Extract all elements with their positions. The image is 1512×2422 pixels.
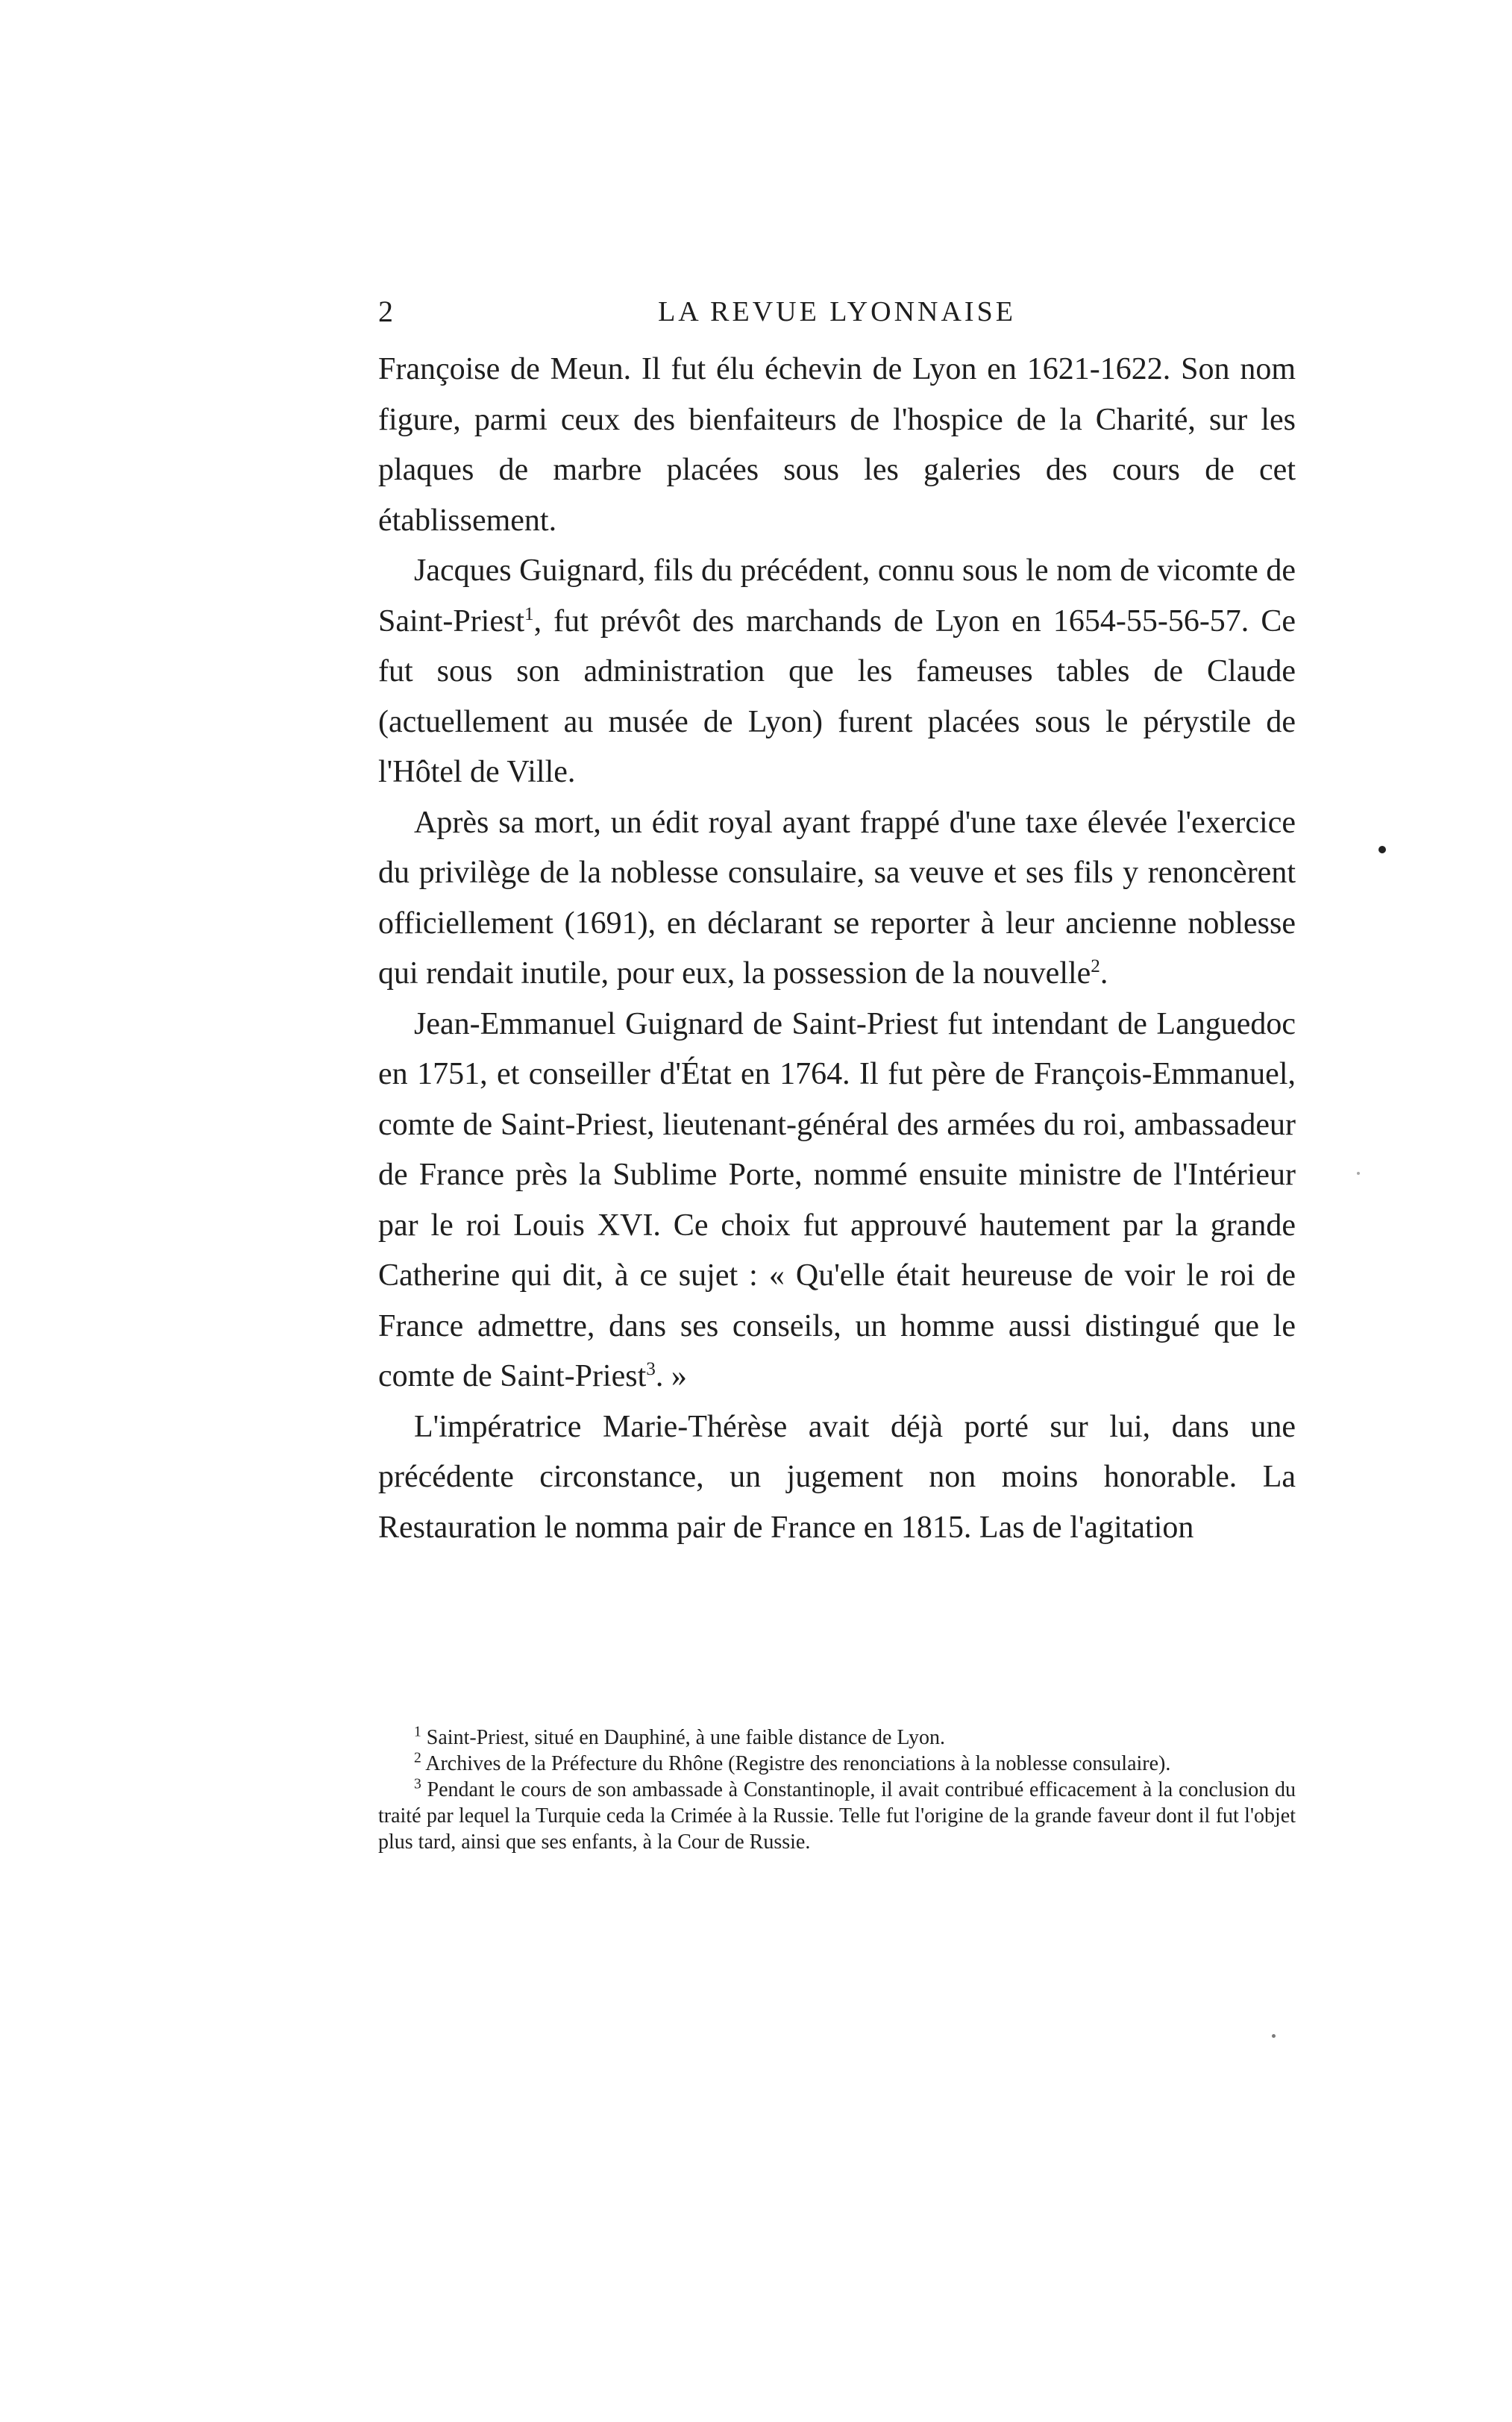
footnote-text: Pendant le cours de son ambassade à Constantinople, il avait contribué efficacement à la conclusion du traité par lequel la Turquie ceda la Crimée à la Russie. Telle fut l'origine de la grande faveur dont il fut l'objet plus tard, ainsi que ses enfants, à la Cour de Russie.: [378, 1778, 1296, 1854]
ink-speck: [1378, 846, 1386, 853]
paragraph-3: [378, 798, 1296, 1000]
journal-title: LA REVUE LYONNAISE: [658, 296, 1016, 327]
body-text: [378, 345, 1296, 1553]
paragraph-4-text-b: . »: [655, 1359, 687, 1393]
footnote-text: Archives de la Préfecture du Rhône (Registre des renonciations à la noblesse consulaire).: [425, 1752, 1171, 1775]
page-number: 2: [378, 295, 393, 328]
footnotes: [378, 1725, 1296, 1855]
footnote-number: 3: [414, 1776, 421, 1792]
paragraph-1: Françoise de Meun. Il fut élu échevin de Lyon en 1621-1622. Son nom figure, parmi ceux des bienfaiteurs de l'hospice de la Charité, sur les plaques de marbre placées sous les galeries des cours de cet établissement.: [378, 352, 1296, 538]
paragraph-2-text-b: , fut prévôt des marchands de Lyon en 1654-55-56-57. Ce fut sous son administration que les fameuses tables de Claude (actuellement au musée de Lyon) furent placées sous le pérystile de l'Hôtel de Ville.: [378, 603, 1296, 789]
footnote-1: [378, 1725, 1296, 1751]
footnote-3: [378, 1777, 1296, 1855]
footnote-2: [378, 1751, 1296, 1777]
footnote-ref-3[interactable]: 3: [646, 1359, 656, 1379]
ink-speck: [1272, 2034, 1276, 2038]
footnote-text: Saint-Priest, situé en Dauphiné, à une faible distance de Lyon.: [426, 1726, 945, 1749]
footnote-ref-1[interactable]: 1: [524, 603, 534, 624]
paragraph-3-text-b: .: [1100, 956, 1108, 991]
paragraph-2-text-a: Jacques Guignard, fils du précédent, connu sous le nom de vicomte de Saint-Priest: [378, 553, 1296, 639]
paragraph-2: [378, 546, 1296, 798]
paragraph-3-text-a: Après sa mort, un édit royal ayant frappé d'une taxe élevée l'exercice du privilège de la noblesse consulaire, sa veuve et ses fils y renoncèrent officiellement (1691), en déclarant se reporter à leur ancienne noblesse qui rendait inutile, pour eux, la possession de la nouvelle: [378, 805, 1296, 991]
paragraph-4-text-a: Jean-Emmanuel Guignard de Saint-Priest fut intendant de Languedoc en 1751, et conseiller d'État en 1764. Il fut père de François-Emmanuel, comte de Saint-Priest, lieutenant-général des armées du roi, ambassadeur de France près la Sublime Porte, nommé ensuite ministre de l'Intérieur par le roi Louis XVI. Ce choix fut approuvé hautement par la grande Catherine qui dit, à ce sujet : « Qu'elle était heureuse de voir le roi de France admettre, dans ses conseils, un homme aussi distingué que le comte de Saint-Priest: [378, 1006, 1296, 1393]
paragraph-4: [378, 1000, 1296, 1402]
footnote-ref-2[interactable]: 2: [1091, 956, 1100, 976]
paragraph-5: L'impératrice Marie-Thérèse avait déjà porté sur lui, dans une précédente circonstance, un jugement non moins honorable. La Restauration le nomma pair de France en 1815. Las de l'agitation: [378, 1409, 1296, 1545]
footnote-number: 1: [414, 1724, 421, 1740]
running-head: [378, 289, 1296, 334]
ink-speck: [1357, 1172, 1360, 1175]
footnote-number: 2: [414, 1750, 421, 1766]
